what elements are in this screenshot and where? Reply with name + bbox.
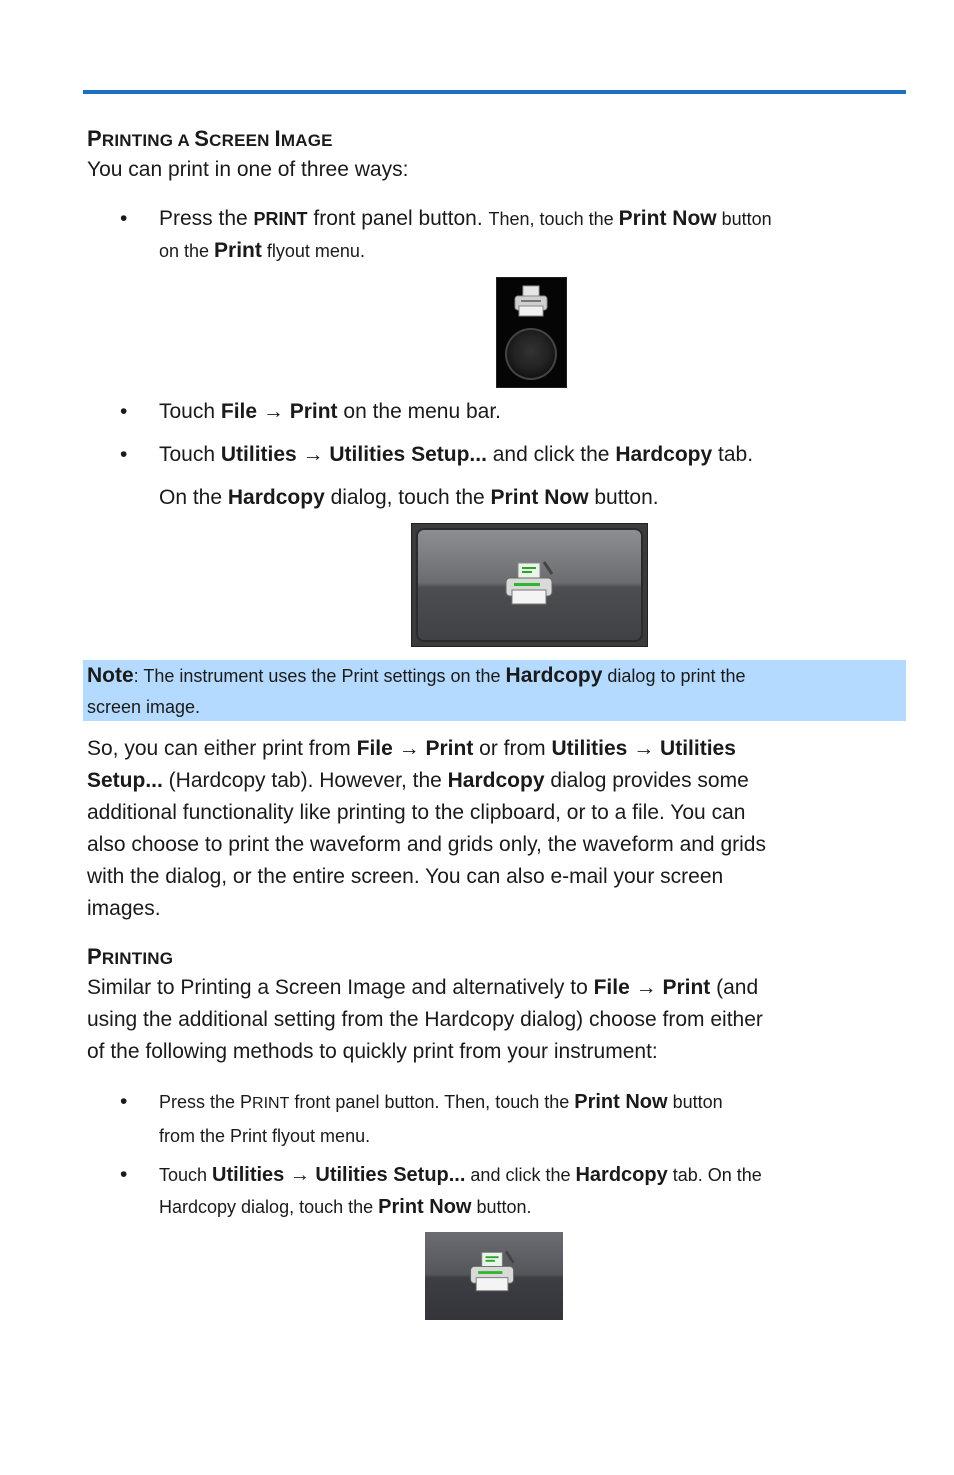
text: front panel button. Then, touch the [289,1092,575,1112]
bold-term: Print Now [490,486,589,509]
print-knob [505,328,557,380]
text: also choose to print the waveform and grids only, the waveform and grids [87,833,766,856]
key-name: RINT [252,1095,290,1112]
text: and click the [486,443,616,466]
text: Touch [159,1165,213,1185]
text: with the dialog, or the entire screen. You can also e-mail your screen [87,865,724,888]
bold-term: Hardcopy [447,769,545,792]
bullet-glyph: • [120,1163,128,1186]
intro-text: You can print in one of three ways: [87,158,409,181]
text: button. [588,486,659,509]
text: Hardcopy dialog, touch the [159,1197,379,1217]
bold-term: Hardcopy [227,486,325,509]
text: On the [159,486,228,509]
text: Press the P [159,1092,253,1112]
note-label: Note [87,664,134,687]
body-paragraph [87,972,897,1068]
bold-term: Utilities → Utilities [551,737,736,760]
print-now-button-image [425,1232,563,1320]
text: tab. [712,443,754,466]
heading-letter: P [87,944,102,969]
text: : The instrument uses the Print settings on the [133,666,506,686]
printer-icon [500,560,560,610]
text: dialog provides some [544,769,749,792]
body-paragraph [87,733,897,925]
text: and click the [465,1165,576,1185]
text: Touch [159,400,221,423]
bold-term: Print Now [574,1091,668,1113]
text: button [716,209,772,229]
text: additional functionality like printing to the clipboard, or to a file. You can [87,801,746,824]
bold-term: Hardcopy [575,1164,668,1186]
bullet-glyph: • [120,207,128,230]
printer-icon [511,284,551,320]
bold-term: File → Print [356,737,474,760]
bold-term: Utilities → Utilities Setup... [220,443,487,466]
heading-letter: P [87,126,102,151]
text: Press the [159,207,254,230]
text: on the menu bar. [337,400,502,423]
bullet-glyph: • [120,443,128,466]
text: Then, touch the [488,209,619,229]
text: dialog, touch the [324,486,491,509]
text: on the [159,241,215,261]
bold-term: File → Print [220,400,338,423]
text: images. [87,897,161,920]
key-name: PRINT [253,209,308,229]
text: of the following methods to quickly print from your instrument: [87,1040,658,1063]
front-panel-print-button-image [496,277,567,388]
bullet-glyph: • [120,400,128,423]
bold-term: Setup... [87,769,163,792]
heading-part: RINTING A [101,131,195,150]
bold-term: Print Now [618,207,717,230]
print-now-button-image [411,523,648,647]
bold-term: Print Now [378,1196,472,1218]
text: button. [471,1197,532,1217]
heading-part: MAGE [280,131,333,150]
bold-term: Print [214,239,262,262]
text: from the Print flyout menu. [159,1126,371,1146]
section-heading-printing-screen-image [87,126,333,152]
text: (Hardcopy tab). However, the [162,769,448,792]
note-box [83,660,906,721]
bold-term: Hardcopy [615,443,713,466]
text: using the additional setting from the Hardcopy dialog) choose from either [87,1008,763,1031]
text: So, you can either print from [87,737,357,760]
heading-letter: S [194,126,210,151]
heading-part: CREEN [209,131,275,150]
text: or from [473,737,552,760]
bold-term: File → Print [593,976,711,999]
bold-term: Utilities → Utilities Setup... [212,1164,466,1186]
bullet-glyph: • [120,1090,128,1113]
section-heading-printing [87,944,173,970]
text: front panel button. [307,207,489,230]
text: Similar to Printing a Screen Image and alternatively to [87,976,594,999]
header-rule [83,90,906,94]
bold-term: Hardcopy [505,664,603,687]
heading-part: RINTING [101,949,174,968]
text: dialog to print the [602,666,746,686]
text: flyout menu. [261,241,365,261]
text: (and [710,976,759,999]
text: button [667,1092,723,1112]
text: screen image. [87,697,201,717]
text: tab. On the [667,1165,762,1185]
heading-letter: I [274,126,281,151]
printer-icon [465,1248,521,1298]
text: Touch [159,443,221,466]
